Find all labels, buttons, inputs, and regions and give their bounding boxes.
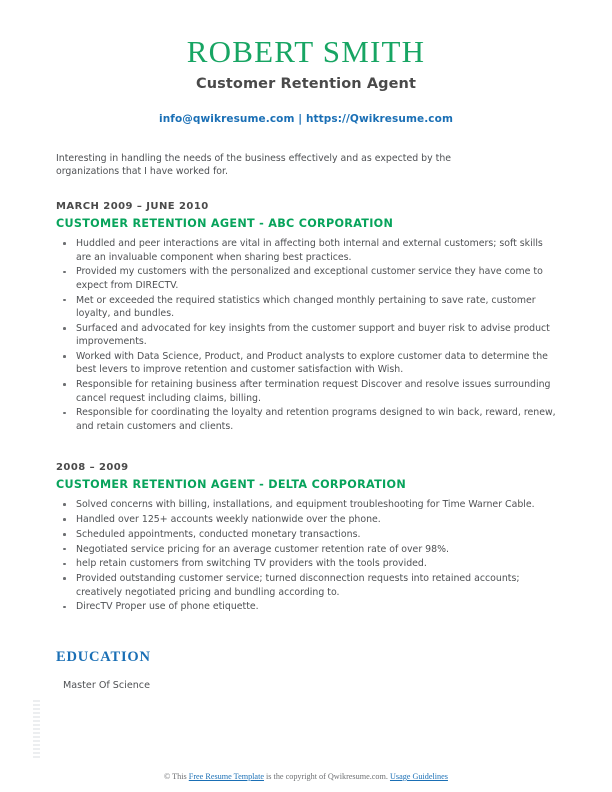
experience-date: 2008 – 2009 [56,462,129,474]
list-item: Met or exceeded the required statistics which changed monthly pertaining to save rate, customer loyalty, and bundles. [56,294,556,321]
candidate-name: ROBERT SMITH [186,34,426,69]
footer-prefix: © This [164,772,189,781]
candidate-job-title: Customer Retention Agent [195,75,417,92]
summary-text: Interesting in handling the needs of the business effectively and as expected by the organizations that I have worked for. [56,152,452,177]
left-decorative-strip [33,700,40,760]
resume-header [0,0,612,125]
page-footer [0,772,612,781]
contact-line: info@qwikresume.com | https://Qwikresume.com [159,112,453,125]
free-resume-template-link[interactable]: Free Resume Template [188,772,264,781]
experience-date: MARCH 2009 – JUNE 2010 [56,201,209,213]
list-item: Provided outstanding customer service; turned disconnection requests into retained accounts; creatively negotiated pricing and bundling according to. [56,572,556,599]
list-item: Handled over 125+ accounts weekly nationwide over the phone. [56,513,556,526]
experience-entry [56,201,556,433]
list-item: help retain customers from switching TV providers with the tools provided. [56,557,556,570]
list-item: Worked with Data Science, Product, and Product analysts to explore customer data to determine the best levers to improve retention and customer satisfaction with Wish. [56,350,556,377]
resume-content [0,152,612,691]
list-item: Negotiated service pricing for an average customer retention rate of over 98%. [56,543,556,556]
education-item: Master Of Science [63,679,150,691]
experience-title: CUSTOMER RETENTION AGENT - DELTA CORPORATION [56,478,406,492]
education-heading: EDUCATION [56,648,151,665]
footer-middle: is the copyright of Qwikresume.com. [263,772,390,781]
experience-entry [56,462,556,614]
list-item: Responsible for retaining business after termination request Discover and resolve issues surrounding cancel request including claims, billing. [56,378,556,405]
list-item: Huddled and peer interactions are vital in affecting both internal and external customers; soft skills are an invaluable component when sharing best practices. [56,237,556,264]
experience-bullet-list [56,237,556,433]
list-item: Responsible for coordinating the loyalty and retention programs designed to win back, reward, renew, and retain customers and clients. [56,406,556,433]
usage-guidelines-link[interactable]: Usage Guidelines [389,772,448,781]
education-section [56,649,556,691]
list-item: Scheduled appointments, conducted monetary transactions. [56,528,556,541]
list-item: Solved concerns with billing, installations, and equipment troubleshooting for Time Warner Cable. [56,498,556,511]
list-item: DirecTV Proper use of phone etiquette. [56,600,556,613]
experience-title: CUSTOMER RETENTION AGENT - ABC CORPORATION [56,217,394,231]
experience-bullet-list [56,498,556,614]
list-item: Provided my customers with the personalized and exceptional customer service they have come to expect from DIRECTV. [56,265,556,292]
list-item: Surfaced and advocated for key insights from the customer support and buyer risk to advise product improvements. [56,322,556,349]
